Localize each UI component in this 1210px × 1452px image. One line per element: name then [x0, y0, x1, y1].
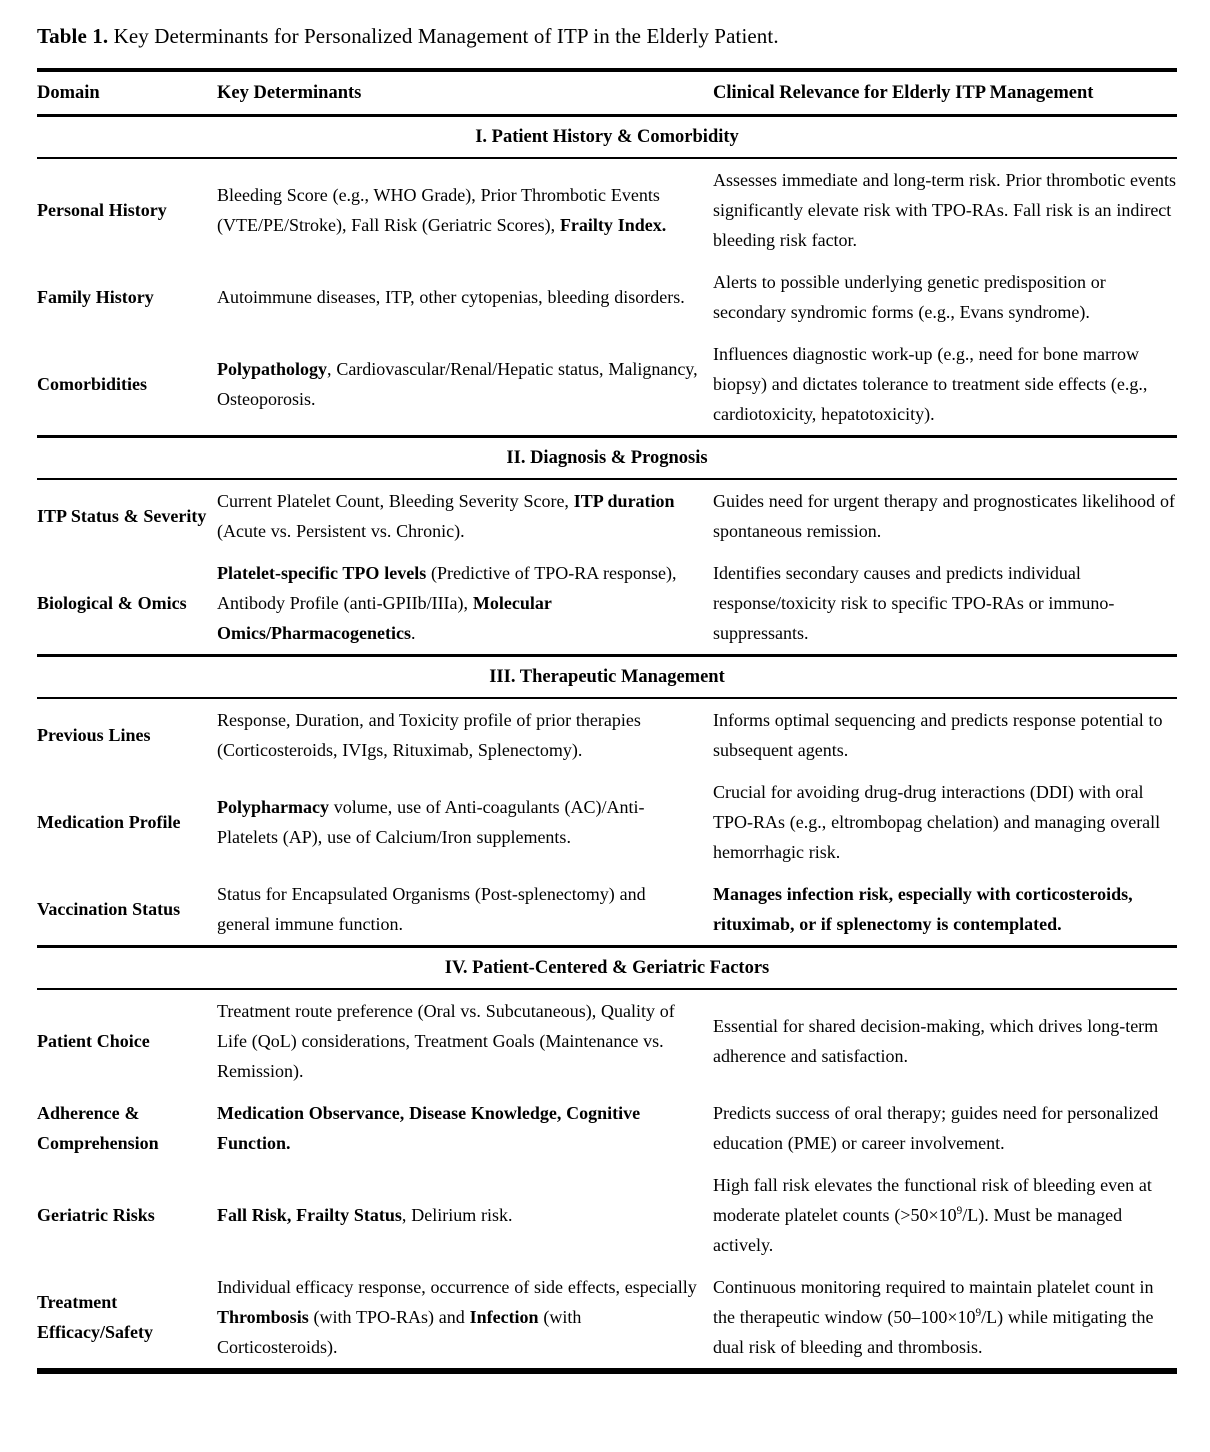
domain-cell: Family History: [37, 287, 154, 307]
table-row: [37, 1092, 1177, 1164]
relevance-cell: Alerts to possible underlying genetic predisposition or secondary syndromic forms (e.g., Evans syndrome).: [713, 272, 1106, 322]
table-row: [37, 333, 1177, 437]
relevance-cell: Influences diagnostic work-up (e.g., need for bone marrow biopsy) and dictates tolerance to treatment side effects (e.g., cardiotoxicity, hepatotoxicity).: [713, 344, 1148, 424]
determinants-cell: Bleeding Score (e.g., WHO Grade), Prior Thrombotic Events (VTE/PE/Stroke), Fall Risk (Geriatric Scores), Frailty Index.: [217, 185, 667, 235]
domain-cell: Patient Choice: [37, 1031, 150, 1051]
determinants-cell: Polypharmacy volume, use of Anti-coagulants (AC)/Anti-Platelets (AP), use of Calcium/Iron supplements.: [217, 797, 645, 847]
relevance-cell: Predicts success of oral therapy; guides need for personalized education (PME) or career involvement.: [713, 1103, 1159, 1153]
domain-cell: Previous Lines: [37, 725, 151, 745]
relevance-cell: Continuous monitoring required to maintain platelet count in the therapeutic window $(50-100\times 10^9/L)$ while mitigating the dual risk of bleeding and thrombosis.: [713, 1277, 1154, 1357]
determinants-cell: Individual efficacy response, occurrence of side effects, especially Thrombosis (with TPO-RAs) and Infection (with Corticosteroids).: [217, 1277, 697, 1357]
domain-cell: Personal History: [37, 200, 167, 220]
determinants-cell: Current Platelet Count, Bleeding Severity Score, ITP duration (Acute vs. Persistent vs. Chronic).: [217, 491, 675, 541]
determinants-cell: Platelet-specific TPO levels (Predictive of TPO-RA response), Antibody Profile (anti-GPIIb/IIIa), Molecular Omics/Pharmacogenetics.: [217, 563, 677, 643]
table-row: [37, 698, 1177, 771]
itp-determinants-table: [37, 68, 1177, 1374]
domain-cell: Vaccination Status: [37, 899, 181, 919]
section-heading-diagnosis-prognosis: II. Diagnosis & Prognosis: [37, 437, 1177, 480]
column-header-domain: Domain: [37, 70, 217, 116]
section-heading-patient-history: I. Patient History & Comorbidity: [37, 116, 1177, 159]
relevance-cell: Identifies secondary causes and predicts individual response/toxicity risk to specific TPO-RAs or immuno-suppressants.: [713, 563, 1115, 643]
section-row: [37, 116, 1177, 159]
table-row: [37, 479, 1177, 552]
domain-cell: Medication Profile: [37, 812, 181, 832]
table-row: [37, 158, 1177, 261]
section-row: [37, 947, 1177, 990]
determinants-cell: Fall Risk, Frailty Status, Delirium risk.: [217, 1205, 513, 1225]
table-row: [37, 1164, 1177, 1266]
relevance-cell: Crucial for avoiding drug-drug interactions (DDI) with oral TPO-RAs (e.g., eltrombopag chelation) and managing overall hemorrhagic risk.: [713, 782, 1161, 862]
column-header-clinical-relevance: Clinical Relevance for Elderly ITP Management: [713, 70, 1177, 116]
table-row: [37, 771, 1177, 873]
determinants-cell: Response, Duration, and Toxicity profile of prior therapies (Corticosteroids, IVIgs, Rituximab, Splenectomy).: [217, 710, 641, 760]
relevance-cell: Assesses immediate and long-term risk. Prior thrombotic events significantly elevate risk with TPO-RAs. Fall risk is an indirect bleeding risk factor.: [713, 170, 1177, 250]
determinants-cell: Medication Observance, Disease Knowledge, Cognitive Function.: [217, 1103, 641, 1153]
determinants-cell: Polypathology, Cardiovascular/Renal/Hepatic status, Malignancy, Osteoporosis.: [217, 359, 698, 409]
table-header: [37, 70, 1177, 116]
relevance-cell: Essential for shared decision-making, which drives long-term adherence and satisfaction.: [713, 1016, 1159, 1066]
determinants-cell: Status for Encapsulated Organisms (Post-splenectomy) and general immune function.: [217, 884, 646, 934]
table-row: [37, 261, 1177, 333]
relevance-cell: Manages infection risk, especially with corticosteroids, rituximab, or if splenectomy is contemplated.: [713, 884, 1133, 934]
section-row: [37, 656, 1177, 699]
domain-cell: Treatment Efficacy/Safety: [37, 1292, 153, 1342]
table-row: [37, 1266, 1177, 1371]
domain-cell: ITP Status & Severity: [37, 506, 207, 526]
table-row: [37, 873, 1177, 947]
domain-cell: Adherence & Comprehension: [37, 1103, 159, 1153]
column-header-key-determinants: Key Determinants: [217, 70, 713, 116]
header-row: [37, 70, 1177, 116]
relevance-cell: Guides need for urgent therapy and prognosticates likelihood of spontaneous remission.: [713, 491, 1175, 541]
determinants-cell: Autoimmune diseases, ITP, other cytopenias, bleeding disorders.: [217, 287, 685, 307]
relevance-cell: Informs optimal sequencing and predicts response potential to subsequent agents.: [713, 710, 1163, 760]
relevance-cell: High fall risk elevates the functional risk of bleeding even at moderate platelet counts $(>50\times 10^9/L)$. Must be managed actively.: [713, 1175, 1152, 1255]
domain-cell: Geriatric Risks: [37, 1205, 155, 1225]
section-heading-patient-centered-geriatric: IV. Patient-Centered & Geriatric Factors: [37, 947, 1177, 990]
section-heading-therapeutic-management: III. Therapeutic Management: [37, 656, 1177, 699]
table-row: [37, 989, 1177, 1092]
determinants-cell: Treatment route preference (Oral vs. Subcutaneous), Quality of Life (QoL) considerations, Treatment Goals (Maintenance vs. Remission).: [217, 1001, 675, 1081]
table-title-text: Key Determinants for Personalized Management of ITP in the Elderly Patient.: [108, 24, 779, 48]
domain-cell: Biological & Omics: [37, 593, 187, 613]
section-row: [37, 437, 1177, 480]
domain-cell: Comorbidities: [37, 374, 147, 394]
table-title: [37, 22, 1177, 50]
table-title-label: Table 1.: [37, 24, 109, 48]
table-row: [37, 552, 1177, 656]
